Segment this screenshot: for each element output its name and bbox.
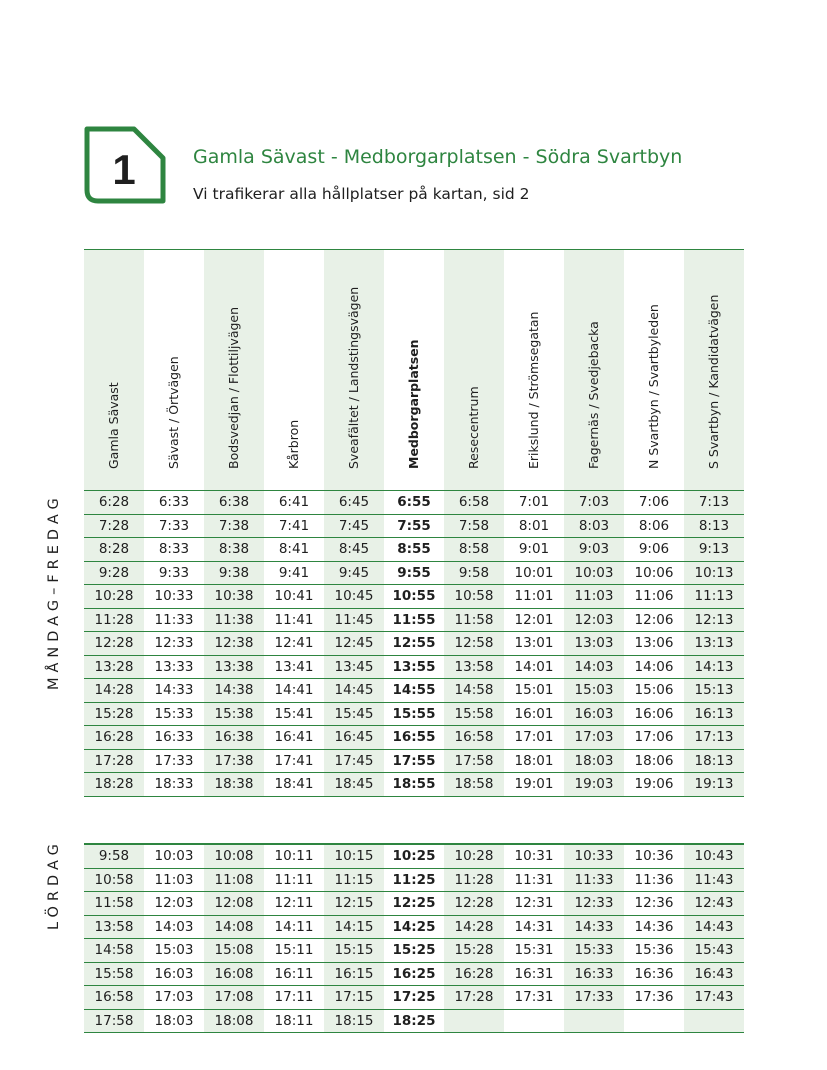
time-cell: 10:41 (274, 588, 314, 604)
time-cell: 16:55 (392, 729, 436, 745)
timetable-row (84, 538, 744, 562)
time-cell: 15:45 (324, 703, 384, 726)
stop-name: Gamla Sävast (106, 382, 121, 469)
time-cell: 10:01 (514, 564, 554, 581)
time-cell: 12:33 (154, 635, 194, 651)
time-cell: 16:33 (154, 729, 194, 745)
time-cell: 6:41 (278, 494, 310, 510)
time-cell: 17:31 (514, 989, 554, 1005)
time-cell: 6:38 (204, 491, 264, 514)
time-cell: 13:58 (84, 916, 144, 939)
time-cell (684, 1010, 744, 1033)
time-cell: 12:43 (684, 892, 744, 915)
timetable-row (84, 939, 744, 963)
stop-header (624, 250, 684, 490)
time-cell: 18:33 (154, 776, 194, 792)
time-cell: 10:33 (564, 845, 624, 868)
time-cell: 14:03 (564, 656, 624, 679)
time-cell: 12:15 (324, 892, 384, 915)
time-cell: 14:28 (444, 916, 504, 939)
time-cell: 14:33 (564, 916, 624, 939)
time-cell: 9:01 (518, 541, 550, 557)
time-cell: 11:55 (392, 611, 436, 628)
time-cell: 10:13 (684, 562, 744, 585)
time-cell (624, 1010, 684, 1033)
time-cell: 8:41 (278, 541, 310, 557)
time-cell: 12:25 (392, 895, 436, 911)
time-cell: 12:06 (634, 611, 674, 628)
time-cell: 17:13 (684, 726, 744, 749)
timetable-row (84, 916, 744, 940)
route-badge-icon (84, 126, 166, 204)
time-cell: 14:31 (514, 918, 554, 935)
time-cell: 18:13 (684, 750, 744, 773)
time-cell: 6:33 (158, 494, 190, 510)
time-cell: 16:45 (324, 726, 384, 749)
stop-name: Fagernäs / Svedjebacka (586, 321, 601, 469)
time-cell: 13:03 (564, 632, 624, 655)
time-cell: 10:11 (274, 848, 314, 864)
stop-header-row (84, 250, 744, 490)
time-cell: 17:06 (634, 729, 674, 745)
time-cell: 16:33 (564, 963, 624, 986)
time-cell: 17:25 (392, 989, 436, 1005)
time-cell: 18:08 (204, 1010, 264, 1033)
time-cell: 12:33 (564, 892, 624, 915)
time-cell: 16:31 (514, 965, 554, 982)
time-cell: 11:58 (84, 892, 144, 915)
time-cell: 13:13 (684, 632, 744, 655)
stop-name: N Svartbyn / Svartbyleden (646, 304, 661, 469)
time-cell: 12:03 (154, 895, 194, 911)
time-cell: 7:06 (638, 494, 670, 510)
time-cell: 18:11 (274, 1012, 314, 1029)
time-cell: 14:36 (634, 918, 674, 935)
timetable-row (84, 773, 744, 797)
stop-header (204, 250, 264, 490)
time-cell: 11:03 (564, 585, 624, 608)
time-cell: 18:58 (444, 773, 504, 796)
time-cell: 16:03 (564, 703, 624, 726)
route-subtitle: Vi trafikerar alla hållplatser på kartan, sid 2 (193, 185, 530, 203)
time-cell: 15:58 (84, 963, 144, 986)
time-cell: 12:38 (204, 632, 264, 655)
time-cell: 16:28 (444, 963, 504, 986)
time-cell: 17:38 (204, 750, 264, 773)
timetable-row (84, 750, 744, 774)
time-cell: 14:13 (684, 656, 744, 679)
time-cell: 13:45 (324, 656, 384, 679)
time-cell: 14:55 (392, 682, 436, 698)
time-cell: 15:13 (684, 679, 744, 702)
stop-header (144, 250, 204, 490)
time-cell: 17:41 (274, 752, 314, 769)
time-cell: 15:33 (564, 939, 624, 962)
time-cell: 11:01 (514, 588, 554, 604)
time-cell: 7:58 (444, 515, 504, 538)
stop-header (504, 250, 564, 490)
timetable-row (84, 726, 744, 750)
stop-header (264, 250, 324, 490)
time-cell: 16:25 (392, 965, 436, 982)
time-cell: 10:15 (324, 845, 384, 868)
time-cell: 17:28 (84, 750, 144, 773)
time-cell: 15:15 (324, 939, 384, 962)
time-cell: 14:25 (392, 918, 436, 935)
time-cell: 17:58 (444, 750, 504, 773)
time-cell: 17:43 (684, 986, 744, 1009)
time-cell: 14:43 (684, 916, 744, 939)
time-cell: 19:06 (634, 776, 674, 792)
time-cell: 11:41 (274, 611, 314, 628)
time-cell: 15:58 (444, 703, 504, 726)
time-cell: 11:06 (634, 588, 674, 604)
time-cell: 15:11 (274, 942, 314, 958)
timetable-row (84, 490, 744, 515)
time-cell: 8:38 (204, 538, 264, 561)
time-cell: 10:43 (684, 845, 744, 868)
stop-name: Bodsvedjan / Flottiljvägen (226, 306, 241, 469)
time-cell: 11:36 (634, 871, 674, 888)
time-cell: 9:38 (204, 562, 264, 585)
time-cell: 11:11 (274, 871, 314, 888)
time-cell: 9:28 (84, 562, 144, 585)
time-cell: 12:58 (444, 632, 504, 655)
time-cell: 18:03 (154, 1012, 194, 1029)
time-cell: 8:45 (324, 538, 384, 561)
time-cell: 14:41 (274, 682, 314, 698)
weekday-label: MÅNDAG–FREDAG (46, 493, 62, 690)
time-cell: 15:25 (392, 942, 436, 958)
time-cell: 7:41 (278, 517, 310, 534)
time-cell: 14:58 (444, 679, 504, 702)
time-cell: 16:08 (204, 963, 264, 986)
time-cell: 17:33 (564, 986, 624, 1009)
time-cell: 14:45 (324, 679, 384, 702)
time-cell: 6:28 (84, 491, 144, 514)
time-cell: 8:55 (397, 541, 431, 557)
time-cell: 17:15 (324, 986, 384, 1009)
time-cell: 17:08 (204, 986, 264, 1009)
time-cell: 11:33 (154, 611, 194, 628)
stop-name: Resecentrum (466, 386, 481, 469)
route-title: Gamla Sävast - Medborgarplatsen - Södra Svartbyn (193, 146, 683, 168)
time-cell: 12:41 (274, 635, 314, 651)
time-cell: 10:31 (514, 848, 554, 864)
time-cell: 17:36 (634, 989, 674, 1005)
time-cell: 10:28 (84, 585, 144, 608)
time-cell: 11:08 (204, 869, 264, 892)
time-cell: 6:55 (397, 494, 431, 510)
weekday-timetable (84, 249, 744, 797)
time-cell: 15:08 (204, 939, 264, 962)
time-cell: 14:06 (634, 658, 674, 675)
timetable-row (84, 609, 744, 633)
time-cell: 16:43 (684, 963, 744, 986)
time-cell: 12:11 (274, 895, 314, 911)
time-cell: 16:11 (274, 965, 314, 982)
time-cell (564, 1010, 624, 1033)
time-cell (444, 1010, 504, 1033)
time-cell: 13:28 (84, 656, 144, 679)
timetable-row (84, 1010, 744, 1034)
time-cell: 8:01 (518, 517, 550, 534)
stop-header (444, 250, 504, 490)
time-cell: 7:03 (564, 491, 624, 514)
time-cell: 16:58 (444, 726, 504, 749)
time-cell: 7:33 (158, 517, 190, 534)
time-cell: 14:58 (84, 939, 144, 962)
time-cell: 12:45 (324, 632, 384, 655)
time-cell: 15:06 (634, 682, 674, 698)
time-cell: 13:41 (274, 658, 314, 675)
time-cell: 10:06 (634, 564, 674, 581)
time-cell: 15:36 (634, 942, 674, 958)
saturday-rows (84, 844, 744, 1033)
time-cell: 16:41 (274, 729, 314, 745)
time-cell: 14:28 (84, 679, 144, 702)
stop-header (324, 250, 384, 490)
time-cell (504, 1010, 564, 1033)
saturday-label: LÖRDAG (46, 839, 62, 930)
timetable-row (84, 986, 744, 1010)
time-cell: 11:45 (324, 609, 384, 632)
time-cell: 17:03 (564, 726, 624, 749)
time-cell: 10:28 (444, 845, 504, 868)
time-cell: 17:58 (84, 1010, 144, 1033)
time-cell: 16:58 (84, 986, 144, 1009)
time-cell: 11:15 (324, 869, 384, 892)
time-cell: 18:15 (324, 1010, 384, 1033)
time-cell: 9:55 (397, 564, 431, 581)
time-cell: 11:13 (684, 585, 744, 608)
time-cell: 10:36 (634, 848, 674, 864)
time-cell: 11:58 (444, 609, 504, 632)
time-cell: 13:01 (514, 635, 554, 651)
time-cell: 18:55 (392, 776, 436, 792)
time-cell: 8:13 (684, 515, 744, 538)
time-cell: 6:58 (444, 491, 504, 514)
stop-name: S Svartbyn / Kandidatvägen (706, 294, 721, 469)
time-cell: 14:15 (324, 916, 384, 939)
time-cell: 12:28 (444, 892, 504, 915)
time-cell: 17:33 (154, 752, 194, 769)
timetable-row (84, 869, 744, 893)
time-cell: 17:55 (392, 752, 436, 769)
time-cell: 16:15 (324, 963, 384, 986)
time-cell: 9:41 (278, 564, 310, 581)
time-cell: 15:28 (84, 703, 144, 726)
time-cell: 10:25 (392, 848, 436, 864)
time-cell: 14:03 (154, 918, 194, 935)
time-cell: 9:58 (84, 845, 144, 868)
time-cell: 12:55 (392, 635, 436, 651)
time-cell: 7:01 (518, 494, 550, 510)
time-cell: 9:06 (638, 541, 670, 557)
stop-name: Kårbron (286, 419, 301, 469)
time-cell: 19:13 (684, 773, 744, 796)
time-cell: 10:08 (204, 845, 264, 868)
time-cell: 15:38 (204, 703, 264, 726)
time-cell: 16:01 (514, 705, 554, 722)
time-cell: 10:38 (204, 585, 264, 608)
time-cell: 15:01 (514, 682, 554, 698)
time-cell: 14:38 (204, 679, 264, 702)
time-cell: 15:43 (684, 939, 744, 962)
timetable-row (84, 703, 744, 727)
time-cell: 12:36 (634, 895, 674, 911)
time-cell: 14:11 (274, 918, 314, 935)
time-cell: 11:33 (564, 869, 624, 892)
timetable-row (84, 679, 744, 703)
time-cell: 18:38 (204, 773, 264, 796)
time-cell: 10:03 (564, 562, 624, 585)
stop-name: Erikslund / Strömsegatan (526, 311, 541, 469)
time-cell: 15:31 (514, 942, 554, 958)
time-cell: 16:03 (154, 965, 194, 982)
time-cell: 16:13 (684, 703, 744, 726)
timetable-row (84, 963, 744, 987)
time-cell: 8:33 (158, 541, 190, 557)
timetable-row (84, 632, 744, 656)
time-cell: 15:28 (444, 939, 504, 962)
time-cell: 12:03 (564, 609, 624, 632)
time-cell: 11:43 (684, 869, 744, 892)
time-cell: 17:28 (444, 986, 504, 1009)
time-cell: 19:01 (514, 776, 554, 792)
time-cell: 10:03 (154, 848, 194, 864)
timetable-row (84, 585, 744, 609)
time-cell: 12:13 (684, 609, 744, 632)
timetable-row (84, 892, 744, 916)
time-cell: 18:45 (324, 773, 384, 796)
time-cell: 13:38 (204, 656, 264, 679)
time-cell: 11:31 (514, 871, 554, 888)
time-cell: 13:55 (392, 658, 436, 675)
time-cell: 15:41 (274, 705, 314, 722)
time-cell: 16:36 (634, 965, 674, 982)
time-cell: 18:25 (392, 1012, 436, 1029)
timetable-row (84, 562, 744, 586)
time-cell: 10:58 (84, 869, 144, 892)
time-cell: 14:01 (514, 658, 554, 675)
time-cell: 17:01 (514, 729, 554, 745)
time-cell: 11:28 (84, 609, 144, 632)
stop-name: Sävast / Örtvägen (166, 356, 181, 469)
time-cell: 12:01 (514, 611, 554, 628)
time-cell: 17:11 (274, 989, 314, 1005)
time-cell: 15:33 (154, 705, 194, 722)
time-cell: 11:28 (444, 869, 504, 892)
time-cell: 15:55 (392, 705, 436, 722)
time-cell: 9:58 (444, 562, 504, 585)
time-cell: 18:01 (514, 752, 554, 769)
stop-header (564, 250, 624, 490)
time-cell: 10:55 (392, 588, 436, 604)
timetable-row (84, 515, 744, 539)
time-cell: 8:06 (638, 517, 670, 534)
time-cell: 18:06 (634, 752, 674, 769)
time-cell: 19:03 (564, 773, 624, 796)
weekday-rows (84, 490, 744, 797)
time-cell: 17:03 (154, 989, 194, 1005)
timetable-row (84, 656, 744, 680)
time-cell: 18:41 (274, 776, 314, 792)
time-cell: 9:03 (564, 538, 624, 561)
route-number: 1 (112, 146, 136, 193)
time-cell: 18:28 (84, 773, 144, 796)
time-cell: 15:03 (154, 942, 194, 958)
stop-name: Medborgarplatsen (406, 339, 421, 469)
time-cell: 14:08 (204, 916, 264, 939)
time-cell: 7:55 (397, 517, 431, 534)
stop-header (684, 250, 744, 490)
time-cell: 11:25 (392, 871, 436, 888)
time-cell: 9:45 (324, 562, 384, 585)
saturday-timetable (84, 843, 744, 1033)
time-cell: 16:06 (634, 705, 674, 722)
time-cell: 10:45 (324, 585, 384, 608)
time-cell: 7:28 (84, 515, 144, 538)
time-cell: 8:03 (564, 515, 624, 538)
time-cell: 16:28 (84, 726, 144, 749)
stop-header (384, 250, 444, 490)
time-cell: 12:31 (514, 895, 554, 911)
time-cell: 9:33 (158, 564, 190, 581)
time-cell: 10:33 (154, 588, 194, 604)
time-cell: 17:45 (324, 750, 384, 773)
time-cell: 14:33 (154, 682, 194, 698)
time-cell: 11:38 (204, 609, 264, 632)
time-cell: 7:45 (324, 515, 384, 538)
time-cell: 8:58 (444, 538, 504, 561)
time-cell: 12:08 (204, 892, 264, 915)
time-cell: 16:38 (204, 726, 264, 749)
stop-name: Sveafältet / Landstingsvägen (346, 286, 361, 469)
time-cell: 9:13 (684, 538, 744, 561)
time-cell: 10:58 (444, 585, 504, 608)
time-cell: 18:03 (564, 750, 624, 773)
time-cell: 12:28 (84, 632, 144, 655)
timetable-row (84, 844, 744, 869)
time-cell: 13:33 (154, 658, 194, 675)
time-cell: 13:06 (634, 635, 674, 651)
time-cell: 8:28 (84, 538, 144, 561)
stop-header (84, 250, 144, 490)
time-cell: 7:13 (684, 491, 744, 514)
time-cell: 6:45 (324, 491, 384, 514)
time-cell: 15:03 (564, 679, 624, 702)
time-cell: 7:38 (204, 515, 264, 538)
time-cell: 13:58 (444, 656, 504, 679)
time-cell: 11:03 (154, 871, 194, 888)
